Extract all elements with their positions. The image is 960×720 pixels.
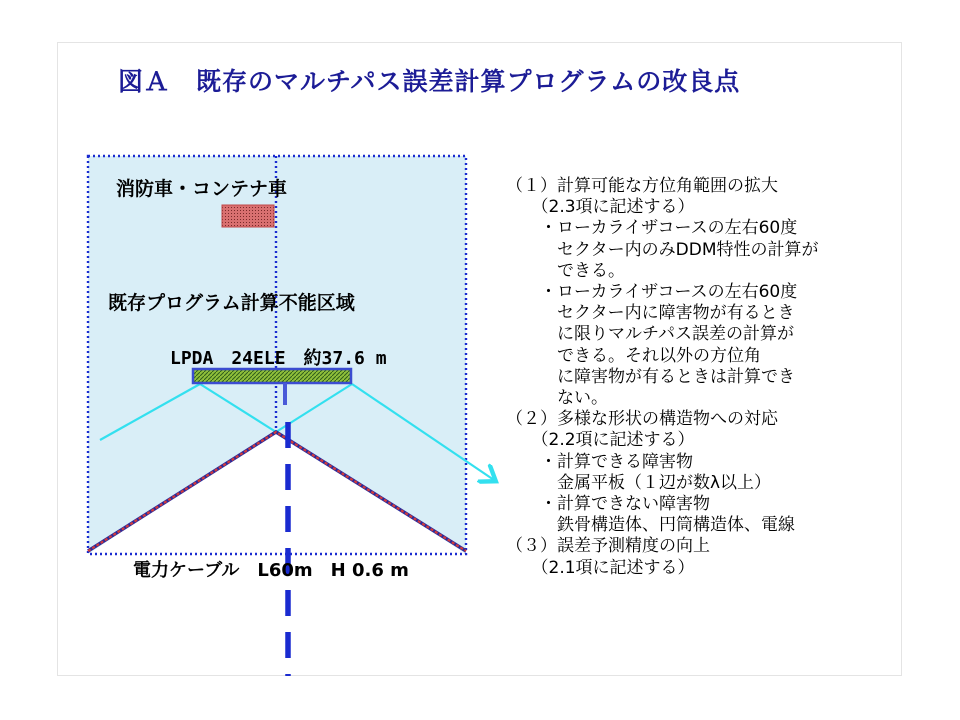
- list-line: （２）多様な形状の構造物への対応: [506, 409, 778, 430]
- list-line: （2.1項に記述する）: [506, 557, 695, 578]
- list-line: （2.3項に記述する）: [506, 197, 695, 218]
- power-cable-label: 電力ケーブル L60m H 0.6 m: [133, 560, 409, 581]
- list-line: 金属平板（１辺が数λ以上）: [506, 472, 772, 493]
- lpda-antenna-icon: [193, 369, 351, 383]
- lpda-label: LPDA 24ELE 約37.6 m: [170, 348, 387, 369]
- unable-area-label: 既存プログラム計算不能区域: [108, 292, 355, 314]
- list-line: （１）計算可能な方位角範囲の拡大: [506, 176, 778, 196]
- list-line: 鉄骨構造体、円筒構造体、電線: [506, 515, 795, 536]
- improvement-list: [506, 176, 896, 579]
- list-line: （2.2項に記述する）: [506, 430, 695, 451]
- slide-title: 図Ａ 既存のマルチパス誤差計算プログラムの改良点: [118, 67, 741, 96]
- list-line: に限りマルチパス誤差の計算が: [506, 324, 794, 345]
- list-line: できる。: [506, 260, 625, 281]
- list-line: ・計算できない障害物: [506, 494, 710, 515]
- fire-truck-icon: [222, 205, 274, 227]
- list-line: に障害物が有るときは計算でき: [506, 366, 795, 387]
- antenna-mast: [283, 383, 287, 405]
- list-line: ない。: [506, 388, 608, 409]
- list-line: できる。それ以外の方位角: [506, 345, 761, 366]
- list-line: ・ローカライザコースの左右60度: [506, 218, 798, 239]
- list-line: （３）誤差予測精度の向上: [506, 536, 710, 557]
- list-line: セクター内に障害物が有るとき: [506, 303, 795, 324]
- fire-truck-label: 消防車・コンテナ車: [116, 178, 288, 200]
- list-line: ・ローカライザコースの左右60度: [506, 282, 798, 303]
- list-line: セクター内のみDDM特性の計算が: [506, 239, 819, 260]
- list-line: ・計算できる障害物: [506, 451, 693, 472]
